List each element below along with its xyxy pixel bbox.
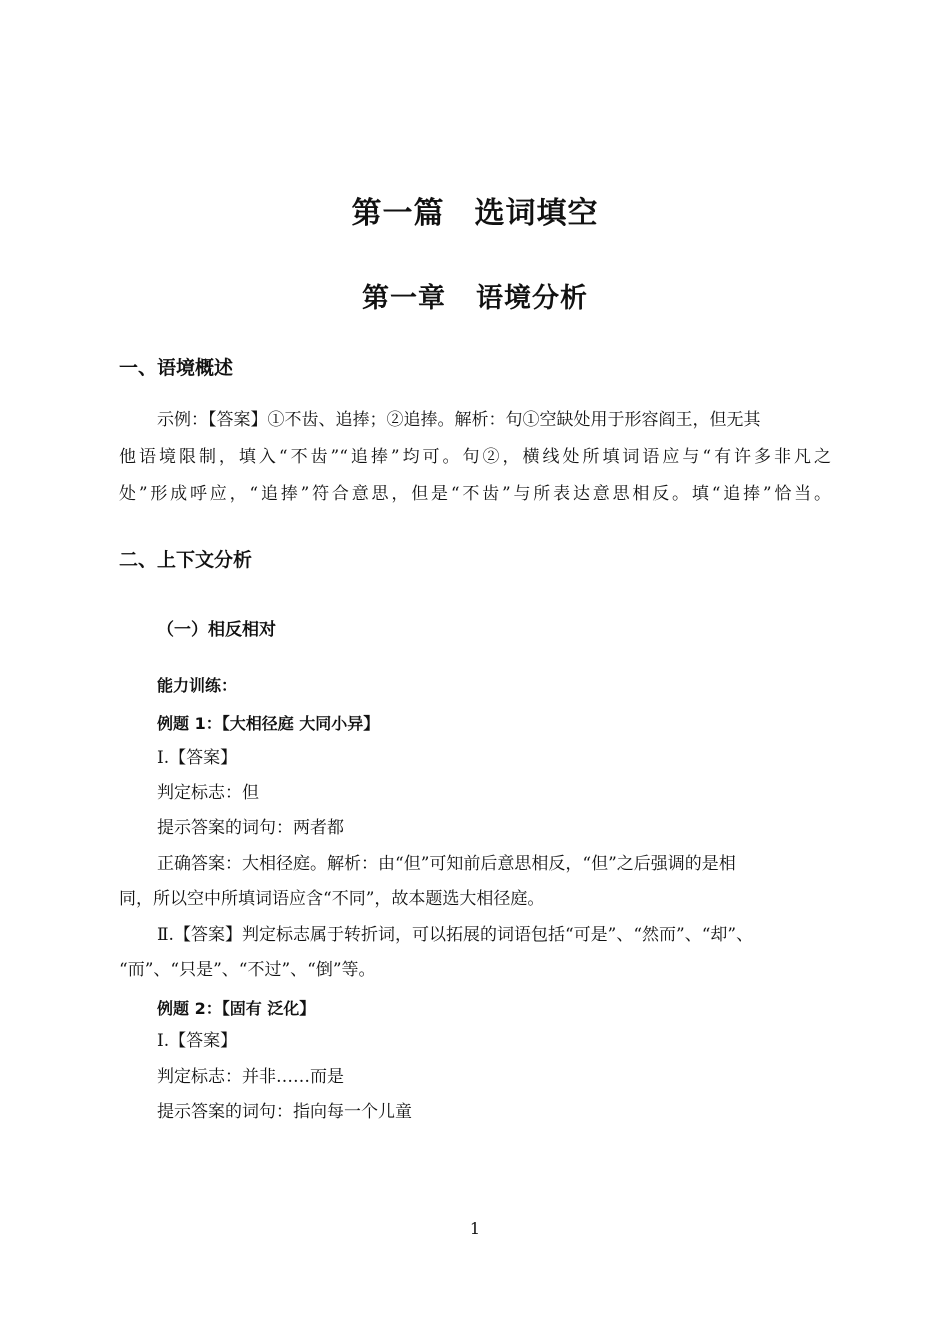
example-1-answer-label: Ⅰ.【答案】 — [157, 748, 238, 768]
chapter-title-text: 语境分析 — [476, 283, 588, 314]
subheading-opposite-relative: （一）相反相对 — [157, 620, 276, 640]
example-2-answer-label: Ⅰ.【答案】 — [157, 1031, 238, 1051]
section-heading-context-analysis: 二、上下文分析 — [119, 549, 253, 571]
page-number: 1 — [469, 1219, 481, 1238]
example-1-correct-line: 同，所以空中所填词语应含“不同”，故本题选大相径庭。 — [119, 889, 545, 909]
example-paragraph-line: 示例：【答案】①不齿、追捧；②追捧。解析：句①空缺处用于形容阎王，但无其 — [157, 410, 761, 430]
example-1-extension-line: Ⅱ.【答案】判定标志属于转折词，可以拓展的词语包括“可是”、“然而”、“却”、 — [157, 925, 754, 945]
example-paragraph-line: 处”形成呼应，“追捧”符合意思，但是“不齿”与所表达意思相反。填“追捧”恰当。 — [119, 484, 831, 504]
example-2-hint: 提示答案的词句：指向每一个儿童 — [157, 1102, 412, 1122]
example-1-marker: 判定标志：但 — [157, 783, 259, 803]
example-1-extension-line: “而”、“只是”、“不过”、“倒”等。 — [119, 960, 376, 980]
chapter-title-label: 第一章 — [362, 283, 446, 314]
training-label: 能力训练： — [157, 676, 238, 695]
example-2-title: 例题 2：【固有 泛化】 — [157, 999, 316, 1018]
example-1-hint: 提示答案的词句：两者都 — [157, 818, 344, 838]
part-title — [0, 188, 950, 232]
chapter-title — [0, 276, 950, 315]
example-1-correct-line: 正确答案：大相径庭。解析：由“但”可知前后意思相反，“但”之后强调的是相 — [157, 854, 736, 874]
section-heading-context-overview: 一、语境概述 — [119, 357, 234, 379]
part-title-label: 第一篇 — [351, 196, 445, 231]
part-title-text: 选词填空 — [474, 196, 599, 231]
example-2-marker: 判定标志：并非……而是 — [157, 1067, 344, 1087]
example-paragraph-line: 他语境限制，填入“不齿”“追捧”均可。句②，横线处所填词语应与“有许多非凡之 — [119, 447, 831, 467]
example-1-title: 例题 1：【大相径庭 大同小异】 — [157, 714, 380, 733]
